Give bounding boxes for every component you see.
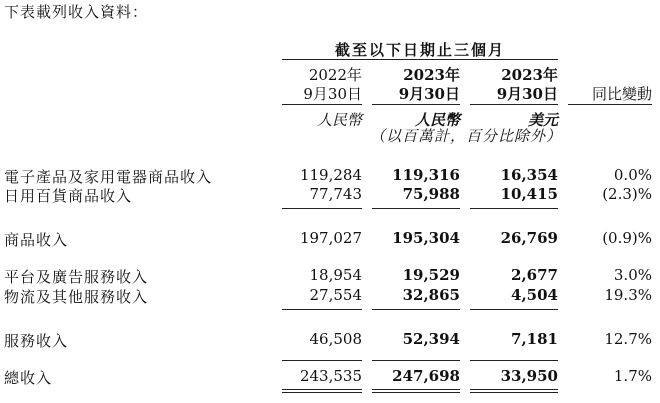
period-header: 截至以下日期止三個月	[334, 41, 505, 59]
col-2023-rmb-underline	[372, 104, 460, 105]
row-label: 物流及其他服務收入	[4, 288, 149, 306]
table-row	[0, 229, 660, 249]
value-2023-rmb: 247,698	[392, 367, 460, 385]
subtotal-line-2022	[282, 309, 362, 310]
col-change-label: 同比變動	[591, 85, 652, 103]
col-2023-rmb-header	[372, 66, 460, 130]
intro-text: 下表載列收入資料：	[4, 3, 149, 21]
total-double-line-2023-usd-b	[470, 392, 558, 393]
value-2023-usd: 16,354	[500, 166, 558, 184]
subtotal-line-2023-rmb	[372, 208, 460, 209]
value-2023-usd: 2,677	[511, 266, 558, 284]
subtotal-line-2023-rmb	[372, 309, 460, 310]
value-2023-rmb: 195,304	[392, 229, 460, 247]
value-2022: 77,743	[309, 185, 362, 203]
row-label: 商品收入	[4, 231, 69, 249]
col-2022-header	[282, 66, 362, 130]
value-2023-usd: 4,504	[511, 286, 558, 304]
total-line-2023-rmb	[372, 360, 460, 361]
value-change: 1.7%	[613, 367, 652, 385]
unit-note: （以百萬計，百分比除外）	[370, 127, 563, 145]
value-2022: 18,954	[309, 266, 362, 284]
period-underline	[282, 59, 558, 60]
table-row	[0, 166, 660, 186]
value-change: 12.7%	[604, 330, 652, 348]
value-2023-rmb: 19,529	[402, 266, 460, 284]
row-label: 平台及廣告服務收入	[4, 268, 149, 286]
value-2022: 27,554	[309, 286, 362, 304]
total-double-line-2023-rmb-b	[372, 392, 460, 393]
value-2022: 243,535	[299, 367, 362, 385]
value-2022: 46,508	[309, 330, 362, 348]
value-change: (2.3)%	[602, 185, 652, 203]
value-2023-usd: 26,769	[500, 229, 558, 247]
subtotal-line-2022	[282, 208, 362, 209]
value-2023-rmb: 52,394	[402, 330, 460, 348]
value-change: (0.9)%	[602, 229, 652, 247]
col-2023-usd-currency: 美元	[527, 111, 558, 129]
col-2022-date: 9月30日	[303, 85, 362, 103]
col-2022-currency: 人民幣	[316, 111, 362, 129]
col-2023-usd-header	[470, 66, 558, 130]
total-double-line-2023-usd-a	[470, 389, 558, 390]
value-2023-rmb: 75,988	[402, 185, 460, 203]
col-2023-rmb-date: 9月30日	[398, 85, 460, 103]
subtotal-line-2023-usd	[470, 208, 558, 209]
col-2023-usd-date: 9月30日	[496, 85, 558, 103]
table-row	[0, 266, 660, 286]
table-row	[0, 185, 660, 205]
value-change: 19.3%	[604, 286, 652, 304]
value-2023-usd: 7,181	[511, 330, 558, 348]
col-2022-underline	[282, 104, 362, 105]
total-double-line-2022-b	[282, 392, 362, 393]
total-double-line-2023-rmb-a	[372, 389, 460, 390]
col-2023-usd-underline	[470, 104, 558, 105]
col-2023-usd-year: 2023年	[501, 66, 558, 84]
value-change: 0.0%	[613, 166, 652, 184]
table-row	[0, 286, 660, 306]
value-2023-usd: 10,415	[500, 185, 558, 203]
row-label: 電子產品及家用電器商品收入	[4, 168, 213, 186]
col-change-underline	[568, 104, 652, 105]
total-double-line-2022-a	[282, 389, 362, 390]
total-line-2023-usd	[470, 360, 558, 361]
col-change-header	[568, 85, 652, 104]
value-2023-rmb: 32,865	[402, 286, 460, 304]
value-change: 3.0%	[613, 266, 652, 284]
col-2023-rmb-year: 2023年	[403, 66, 460, 84]
row-label: 總收入	[4, 369, 53, 387]
row-label: 服務收入	[4, 332, 69, 350]
value-2022: 197,027	[299, 229, 362, 247]
table-row-total	[0, 367, 660, 387]
value-2023-usd: 33,950	[500, 367, 558, 385]
table-row	[0, 330, 660, 350]
col-2023-rmb-currency: 人民幣	[414, 111, 460, 129]
subtotal-line-2023-usd	[470, 309, 558, 310]
row-label: 日用百貨商品收入	[4, 187, 133, 205]
value-2023-rmb: 119,316	[392, 166, 460, 184]
total-line-2022	[282, 360, 362, 361]
col-2022-year: 2022年	[308, 66, 362, 84]
value-2022: 119,284	[299, 166, 362, 184]
